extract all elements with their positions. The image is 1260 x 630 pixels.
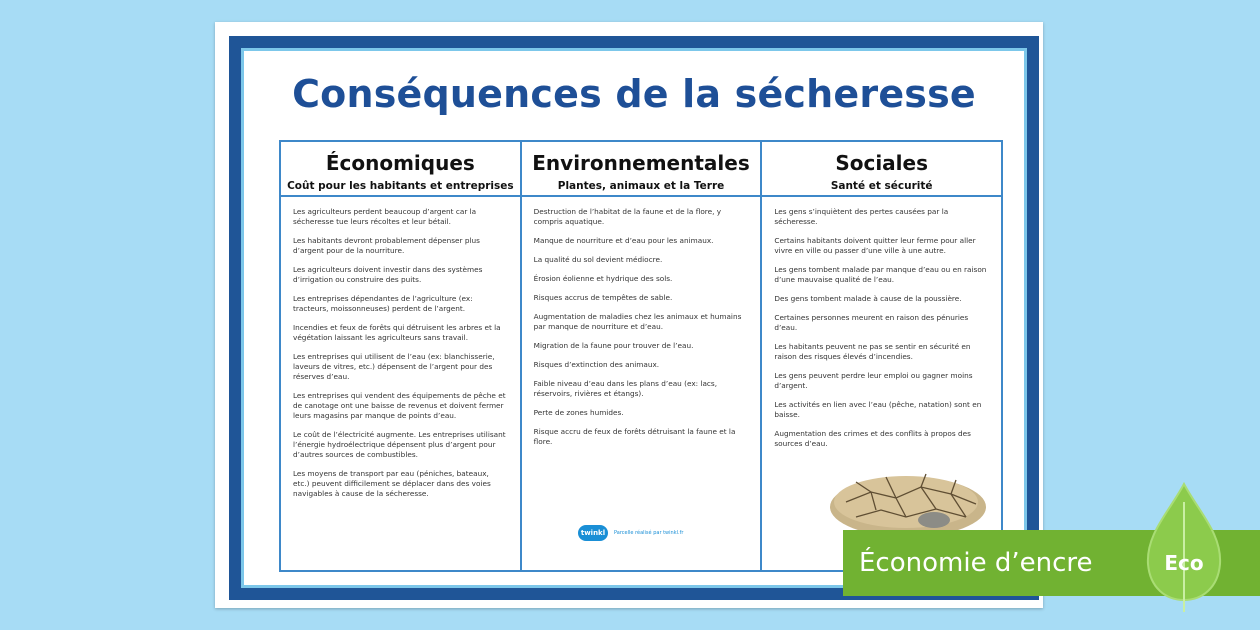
column-heading: Sociales <box>835 151 929 175</box>
list-item: Des gens tombent malade à cause de la poussière. <box>774 294 962 303</box>
twinkl-logo <box>578 525 683 541</box>
list-item: Les habitants peuvent ne pas se sentir en sécurité en raison des risques élevés d’incendies. <box>774 342 971 361</box>
list-item: Les gens s’inquiètent des pertes causées par la sécheresse. <box>774 207 949 226</box>
twinkl-tagline: Parcelle réalisé par twinkl.fr <box>614 530 684 536</box>
list-item: Augmentation de maladies chez les animaux et humains par manque de nourriture et d’eau. <box>533 312 742 331</box>
list-item: Les habitants devront probablement dépenser plus d’argent pour de la nourriture. <box>293 236 480 255</box>
list-item: Destruction de l’habitat de la faune et de la flore, y compris aquatique. <box>533 207 722 226</box>
list-item: Risques accrus de tempêtes de sable. <box>533 293 673 302</box>
list-item: Perte de zones humides. <box>533 408 624 417</box>
column-header <box>522 142 761 197</box>
list-item: Manque de nourriture et d’eau pour les animaux. <box>533 236 714 245</box>
list-item: Augmentation des crimes et des conflits à propos des sources d’eau. <box>774 429 971 448</box>
list-item: Faible niveau d’eau dans les plans d’eau (ex: lacs, réservoirs, rivières et étangs). <box>533 379 718 398</box>
list-item: Certains habitants doivent quitter leur ferme pour aller vivre en ville ou passer d’une ville à une autre. <box>774 236 976 255</box>
list-item: Migration de la faune pour trouver de l’eau. <box>533 341 694 350</box>
column-items <box>522 197 761 456</box>
list-item: Les gens tombent malade par manque d’eau ou en raison d’une mauvaise qualité de l’eau. <box>774 265 987 284</box>
twinkl-logo-mark: twinkl <box>578 525 608 541</box>
column-heading: Économiques <box>325 151 475 175</box>
list-item: Les gens peuvent perdre leur emploi ou gagner moins d’argent. <box>774 371 973 390</box>
column-header <box>281 142 520 197</box>
eco-leaf-label: Eco <box>1164 551 1204 575</box>
column-heading: Environnementales <box>532 151 750 175</box>
list-item: Les activités en lien avec l’eau (pêche, natation) sont en baisse. <box>774 400 982 419</box>
column-header <box>762 142 1001 197</box>
column-subheading: Plantes, animaux et la Terre <box>557 180 725 192</box>
list-item: Risques d’extinction des animaux. <box>533 360 660 369</box>
list-item: Certaines personnes meurent en raison des pénuries d’eau. <box>774 313 969 332</box>
list-item: Les agriculteurs doivent investir dans des systèmes d’irrigation ou construire des puits. <box>293 265 483 284</box>
list-item: Les entreprises qui vendent des équipements de pêche et de canotage ont une baisse de revenus et doivent fermer leurs magasins par manque de points d’eau. <box>293 391 506 420</box>
list-item: Les agriculteurs perdent beaucoup d’argent car la sécheresse tue leurs récoltes et leur bétail. <box>293 207 477 226</box>
banner-text: Économie d’encre <box>859 548 1093 578</box>
eco-leaf-icon <box>1144 482 1224 614</box>
list-item: Risque accru de feux de forêts détruisant la faune et la flore. <box>533 427 736 446</box>
list-item: La qualité du sol devient médiocre. <box>533 255 663 264</box>
list-item: Les entreprises qui utilisent de l’eau (ex: blanchisserie, laveurs de vitres, etc.) dépensent de l’argent pour des réserves d’eau. <box>293 352 495 381</box>
poster-title: Conséquences de la sécheresse <box>292 72 976 116</box>
column-environnementales <box>522 142 763 570</box>
list-item: Le coût de l’électricité augmente. Les entreprises utilisant l’énergie hydroélectrique dépensent plus d’argent pour d’autres sources de combustibles. <box>293 430 506 459</box>
column-items <box>762 197 1001 458</box>
list-item: Érosion éolienne et hydrique des sols. <box>533 274 673 283</box>
list-item: Les moyens de transport par eau (péniches, bateaux, etc.) peuvent difficilement se déplacer dans des voies navigables à cause de la sécheresse. <box>293 469 491 498</box>
list-item: Les entreprises dépendantes de l’agriculture (ex: tracteurs, moissonneuses) perdent de l’argent. <box>293 294 473 313</box>
column-items <box>281 197 520 508</box>
column-subheading: Santé et sécurité <box>830 180 933 192</box>
list-item: Incendies et feux de forêts qui détruisent les arbres et la végétation laissant les agriculteurs sans travail. <box>293 323 501 342</box>
column-subheading: Coût pour les habitants et entreprises <box>287 180 514 192</box>
column-economiques <box>281 142 522 570</box>
